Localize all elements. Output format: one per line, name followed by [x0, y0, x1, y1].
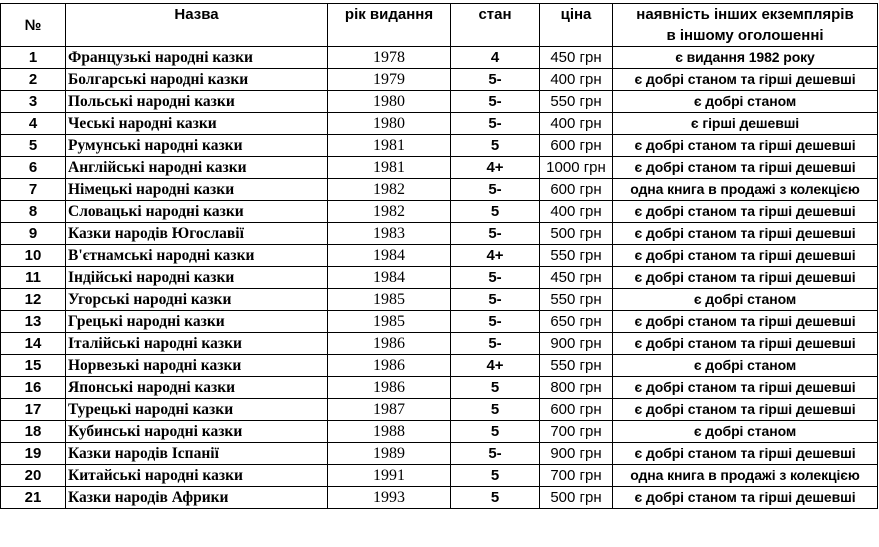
- cell-availability: є добрі станом та гірші дешевші: [613, 223, 878, 245]
- cell-title: Норвезькі народні казки: [66, 355, 328, 377]
- cell-price: 400 грн: [540, 69, 613, 91]
- cell-title: Румунські народні казки: [66, 135, 328, 157]
- cell-condition: 5: [451, 201, 540, 223]
- cell-year: 1980: [328, 91, 451, 113]
- cell-num: 1: [1, 47, 66, 69]
- table-row: [1, 421, 878, 443]
- header-price-cont: [540, 25, 613, 47]
- cell-availability: одна книга в продажі з колекцією: [613, 465, 878, 487]
- cell-price: 550 грн: [540, 245, 613, 267]
- cell-num: 4: [1, 113, 66, 135]
- cell-availability: є добрі станом: [613, 421, 878, 443]
- table-row: [1, 443, 878, 465]
- table-body: [1, 4, 878, 509]
- header-title-cont: [66, 25, 328, 47]
- cell-year: 1979: [328, 69, 451, 91]
- cell-num: 5: [1, 135, 66, 157]
- cell-condition: 4+: [451, 157, 540, 179]
- table-row: [1, 179, 878, 201]
- table-row: [1, 91, 878, 113]
- cell-condition: 4+: [451, 355, 540, 377]
- cell-year: 1986: [328, 355, 451, 377]
- cell-availability: є добрі станом та гірші дешевші: [613, 267, 878, 289]
- cell-title: Італійські народні казки: [66, 333, 328, 355]
- cell-availability: є добрі станом: [613, 355, 878, 377]
- cell-title: Болгарські народні казки: [66, 69, 328, 91]
- cell-condition: 5-: [451, 311, 540, 333]
- cell-condition: 5-: [451, 223, 540, 245]
- cell-num: 6: [1, 157, 66, 179]
- header-condition-cont: [451, 25, 540, 47]
- cell-price: 650 грн: [540, 311, 613, 333]
- table-row: [1, 157, 878, 179]
- cell-num: 13: [1, 311, 66, 333]
- cell-condition: 4: [451, 47, 540, 69]
- cell-title: Казки народів Африки: [66, 487, 328, 509]
- cell-price: 550 грн: [540, 355, 613, 377]
- header-num: №: [1, 4, 66, 47]
- cell-price: 600 грн: [540, 399, 613, 421]
- cell-availability: є добрі станом та гірші дешевші: [613, 201, 878, 223]
- cell-title: Казки народів Югославії: [66, 223, 328, 245]
- cell-num: 10: [1, 245, 66, 267]
- cell-availability: є добрі станом та гірші дешевші: [613, 443, 878, 465]
- cell-availability: одна книга в продажі з колекцією: [613, 179, 878, 201]
- header-year: рік видання: [328, 4, 451, 26]
- cell-condition: 5-: [451, 443, 540, 465]
- cell-year: 1978: [328, 47, 451, 69]
- cell-price: 500 грн: [540, 223, 613, 245]
- cell-availability: є добрі станом та гірші дешевші: [613, 245, 878, 267]
- header-price: ціна: [540, 4, 613, 26]
- cell-year: 1986: [328, 333, 451, 355]
- cell-title: Англійські народні казки: [66, 157, 328, 179]
- cell-condition: 5-: [451, 333, 540, 355]
- cell-condition: 5-: [451, 289, 540, 311]
- cell-title: Китайські народні казки: [66, 465, 328, 487]
- table-row: [1, 245, 878, 267]
- cell-num: 20: [1, 465, 66, 487]
- cell-availability: є добрі станом та гірші дешевші: [613, 135, 878, 157]
- cell-price: 1000 грн: [540, 157, 613, 179]
- table-row: [1, 47, 878, 69]
- cell-num: 19: [1, 443, 66, 465]
- cell-condition: 5: [451, 377, 540, 399]
- cell-availability: є добрі станом та гірші дешевші: [613, 311, 878, 333]
- cell-num: 3: [1, 91, 66, 113]
- cell-year: 1980: [328, 113, 451, 135]
- cell-condition: 5: [451, 465, 540, 487]
- table-row: [1, 399, 878, 421]
- cell-year: 1986: [328, 377, 451, 399]
- cell-availability: є добрі станом: [613, 91, 878, 113]
- cell-availability: є добрі станом та гірші дешевші: [613, 69, 878, 91]
- cell-availability: є добрі станом та гірші дешевші: [613, 487, 878, 509]
- cell-availability: є добрі станом та гірші дешевші: [613, 333, 878, 355]
- cell-title: В'єтнамські народні казки: [66, 245, 328, 267]
- cell-availability: є добрі станом: [613, 289, 878, 311]
- table-row: [1, 311, 878, 333]
- cell-num: 16: [1, 377, 66, 399]
- cell-year: 1991: [328, 465, 451, 487]
- cell-num: 8: [1, 201, 66, 223]
- table-row: [1, 135, 878, 157]
- cell-num: 7: [1, 179, 66, 201]
- cell-year: 1981: [328, 135, 451, 157]
- cell-title: Грецькі народні казки: [66, 311, 328, 333]
- cell-year: 1987: [328, 399, 451, 421]
- table-row: [1, 333, 878, 355]
- cell-condition: 5-: [451, 267, 540, 289]
- header-title: Назва: [66, 4, 328, 26]
- cell-title: Японські народні казки: [66, 377, 328, 399]
- cell-title: Кубинські народні казки: [66, 421, 328, 443]
- cell-price: 550 грн: [540, 91, 613, 113]
- table-row: [1, 201, 878, 223]
- cell-year: 1989: [328, 443, 451, 465]
- cell-price: 800 грн: [540, 377, 613, 399]
- cell-price: 450 грн: [540, 267, 613, 289]
- cell-year: 1993: [328, 487, 451, 509]
- cell-condition: 5-: [451, 91, 540, 113]
- cell-year: 1985: [328, 311, 451, 333]
- cell-condition: 5: [451, 421, 540, 443]
- cell-condition: 4+: [451, 245, 540, 267]
- cell-condition: 5: [451, 399, 540, 421]
- cell-title: Чеські народні казки: [66, 113, 328, 135]
- header-row: [1, 4, 878, 26]
- table-row: [1, 267, 878, 289]
- cell-year: 1982: [328, 201, 451, 223]
- table-row: [1, 465, 878, 487]
- cell-condition: 5: [451, 135, 540, 157]
- cell-price: 600 грн: [540, 179, 613, 201]
- cell-availability: є добрі станом та гірші дешевші: [613, 157, 878, 179]
- cell-condition: 5: [451, 487, 540, 509]
- cell-num: 11: [1, 267, 66, 289]
- cell-price: 550 грн: [540, 289, 613, 311]
- cell-price: 500 грн: [540, 487, 613, 509]
- cell-year: 1981: [328, 157, 451, 179]
- cell-num: 15: [1, 355, 66, 377]
- table-row: [1, 289, 878, 311]
- header-condition: стан: [451, 4, 540, 26]
- cell-num: 14: [1, 333, 66, 355]
- cell-price: 600 грн: [540, 135, 613, 157]
- table-row: [1, 487, 878, 509]
- cell-availability: є добрі станом та гірші дешевші: [613, 377, 878, 399]
- cell-condition: 5-: [451, 69, 540, 91]
- cell-num: 17: [1, 399, 66, 421]
- cell-availability: є гірші дешевші: [613, 113, 878, 135]
- table-row: [1, 113, 878, 135]
- cell-price: 400 грн: [540, 201, 613, 223]
- header-row-2: [1, 25, 878, 47]
- cell-price: 450 грн: [540, 47, 613, 69]
- cell-title: Словацькі народні казки: [66, 201, 328, 223]
- cell-price: 900 грн: [540, 443, 613, 465]
- cell-year: 1988: [328, 421, 451, 443]
- cell-year: 1982: [328, 179, 451, 201]
- table-row: [1, 223, 878, 245]
- header-availability-line2: в іншому оголошенні: [613, 25, 878, 47]
- cell-num: 9: [1, 223, 66, 245]
- cell-price: 900 грн: [540, 333, 613, 355]
- cell-title: Казки народів Іспанії: [66, 443, 328, 465]
- cell-title: Угорські народні казки: [66, 289, 328, 311]
- cell-condition: 5-: [451, 113, 540, 135]
- cell-title: Французькі народні казки: [66, 47, 328, 69]
- cell-title: Індійські народні казки: [66, 267, 328, 289]
- books-table: [0, 3, 878, 509]
- cell-year: 1984: [328, 245, 451, 267]
- cell-price: 700 грн: [540, 465, 613, 487]
- cell-availability: є видання 1982 року: [613, 47, 878, 69]
- cell-year: 1983: [328, 223, 451, 245]
- cell-num: 18: [1, 421, 66, 443]
- header-availability-line1: наявність інших екземплярів: [613, 4, 878, 26]
- cell-title: Турецькі народні казки: [66, 399, 328, 421]
- cell-availability: є добрі станом та гірші дешевші: [613, 399, 878, 421]
- cell-year: 1984: [328, 267, 451, 289]
- cell-condition: 5-: [451, 179, 540, 201]
- cell-price: 400 грн: [540, 113, 613, 135]
- table-row: [1, 355, 878, 377]
- table-row: [1, 69, 878, 91]
- cell-num: 21: [1, 487, 66, 509]
- cell-year: 1985: [328, 289, 451, 311]
- cell-num: 12: [1, 289, 66, 311]
- cell-title: Німецькі народні казки: [66, 179, 328, 201]
- cell-title: Польські народні казки: [66, 91, 328, 113]
- header-year-cont: [328, 25, 451, 47]
- table-row: [1, 377, 878, 399]
- cell-num: 2: [1, 69, 66, 91]
- cell-price: 700 грн: [540, 421, 613, 443]
